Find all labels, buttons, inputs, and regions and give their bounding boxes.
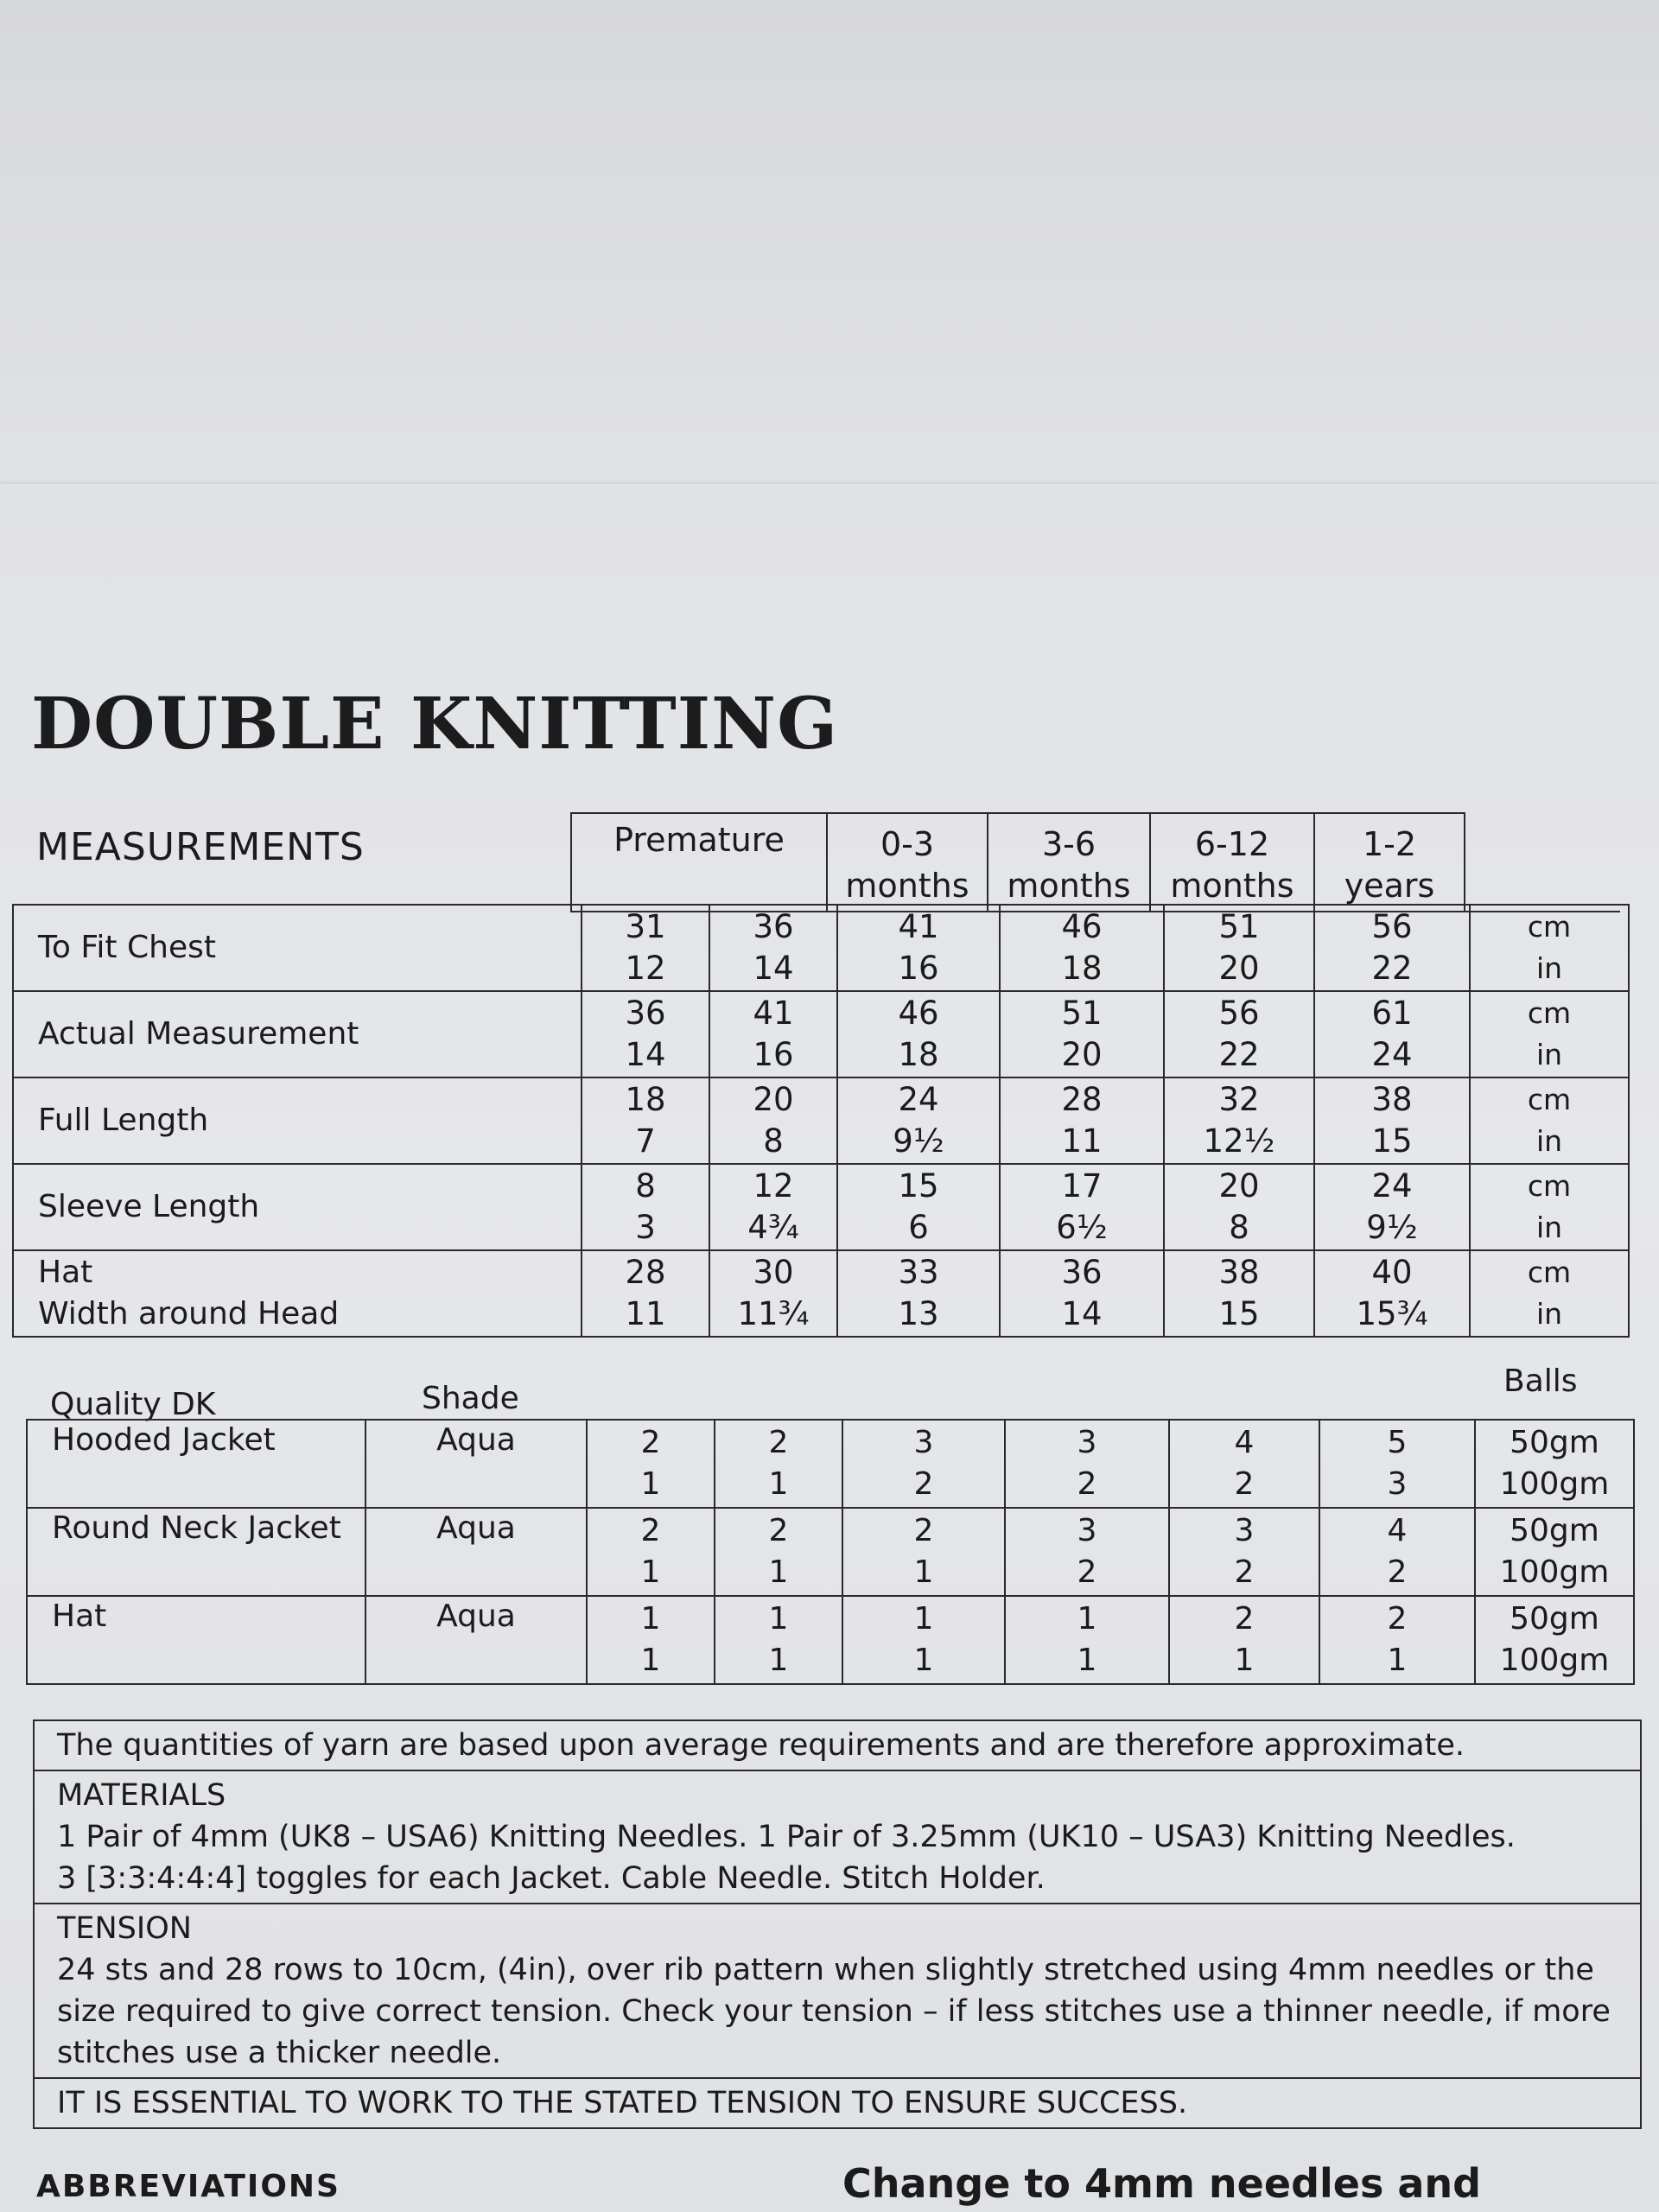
yarn-quality-label: Quality DK: [50, 1387, 216, 1422]
tension-section: [34, 1904, 1641, 2078]
measurement-value: 20 8: [1164, 1164, 1314, 1250]
measurement-value: 41 16: [837, 905, 1000, 991]
size-header-blank: [1465, 813, 1620, 912]
ball-count: 1 1: [1005, 1596, 1169, 1684]
tension-text-3: stitches use a thicker needle.: [57, 2036, 502, 2070]
yarn-table: [26, 1419, 1635, 1685]
garment-name: Hooded Jacket: [27, 1420, 365, 1508]
measurements-heading: MEASUREMENTS: [36, 825, 365, 869]
ball-count: 2 1: [842, 1508, 1005, 1596]
ball-count: 2 1: [587, 1508, 715, 1596]
garment-name: Round Neck Jacket: [27, 1508, 365, 1596]
quantities-note: The quantities of yarn are based upon average requirements and are therefore approximate.: [34, 1720, 1641, 1770]
measurement-value: 51 20: [1000, 991, 1164, 1077]
measurement-label: To Fit Chest: [13, 905, 582, 991]
measurement-row: [13, 1077, 1629, 1164]
ball-count: 1 1: [715, 1596, 842, 1684]
measurement-units: cm in: [1470, 1164, 1629, 1250]
size-premature: Premature: [571, 813, 827, 912]
ball-count: 1 1: [587, 1596, 715, 1684]
garment-shade: Aqua: [365, 1508, 587, 1596]
abbreviations-heading: ABBREVIATIONS: [36, 2169, 340, 2204]
measurement-value: 40 15¾: [1314, 1250, 1470, 1337]
measurement-row: [13, 1250, 1629, 1337]
yarn-balls-label: Balls: [1503, 1363, 1578, 1399]
ball-count: 3 2: [1005, 1508, 1169, 1596]
tension-heading: TENSION: [57, 1911, 192, 1946]
ball-count: 4 2: [1319, 1508, 1475, 1596]
garment-shade: Aqua: [365, 1420, 587, 1508]
measurement-units: cm in: [1470, 991, 1629, 1077]
materials-section: [34, 1770, 1641, 1904]
ball-count: 2 1: [1319, 1596, 1475, 1684]
ball-count: 3 2: [1005, 1420, 1169, 1508]
measurement-value: 32 12½: [1164, 1077, 1314, 1164]
materials-heading: MATERIALS: [57, 1778, 226, 1813]
measurement-value: 46 18: [1000, 905, 1164, 991]
measurement-value: 46 18: [837, 991, 1000, 1077]
measurement-label: Actual Measurement: [13, 991, 582, 1077]
background-surface: [0, 0, 1659, 518]
measurement-value: 41 16: [709, 991, 837, 1077]
measurement-label: Sleeve Length: [13, 1164, 582, 1250]
garment-name: Hat: [27, 1596, 365, 1684]
measurement-units: cm in: [1470, 905, 1629, 991]
measurement-value: 61 24: [1314, 991, 1470, 1077]
measurement-value: 28 11: [1000, 1077, 1164, 1164]
measurement-value: 18 7: [582, 1077, 709, 1164]
size-header-table: [570, 812, 1620, 912]
measurement-row: [13, 991, 1629, 1077]
ball-count: 5 3: [1319, 1420, 1475, 1508]
next-instruction-text: Change to 4mm needles and: [842, 2160, 1482, 2207]
measurement-value: 28 11: [582, 1250, 709, 1337]
size-1-2-years: 1-2 years: [1314, 813, 1465, 912]
measurement-units: cm in: [1470, 1250, 1629, 1337]
measurement-value: 20 8: [709, 1077, 837, 1164]
page-title: DOUBLE KNITTING: [31, 683, 839, 766]
measurement-value: 56 22: [1314, 905, 1470, 991]
measurement-value: 30 11¾: [709, 1250, 837, 1337]
essential-tension-note: IT IS ESSENTIAL TO WORK TO THE STATED TENSION TO ENSURE SUCCESS.: [34, 2078, 1641, 2128]
measurement-value: 56 22: [1164, 991, 1314, 1077]
ball-weight-units: 50gm 100gm: [1475, 1508, 1634, 1596]
measurement-value: 36 14: [1000, 1250, 1164, 1337]
ball-count: 4 2: [1169, 1420, 1319, 1508]
ball-count: 2 1: [1169, 1596, 1319, 1684]
measurements-table: [12, 904, 1630, 1338]
size-3-6-months: 3-6 months: [988, 813, 1150, 912]
measurement-value: 8 3: [582, 1164, 709, 1250]
ball-count: 3 2: [842, 1420, 1005, 1508]
yarn-shade-label: Shade: [422, 1381, 519, 1416]
notes-table: [33, 1719, 1642, 2129]
ball-count: 2 1: [587, 1420, 715, 1508]
measurement-value: 15 6: [837, 1164, 1000, 1250]
measurement-row: [13, 1164, 1629, 1250]
measurement-value: 12 4¾: [709, 1164, 837, 1250]
garment-shade: Aqua: [365, 1596, 587, 1684]
measurement-value: 33 13: [837, 1250, 1000, 1337]
yarn-row: [27, 1596, 1634, 1684]
measurement-value: 51 20: [1164, 905, 1314, 991]
yarn-row: [27, 1420, 1634, 1508]
size-6-12-months: 6-12 months: [1150, 813, 1314, 912]
measurement-value: 38 15: [1164, 1250, 1314, 1337]
measurement-value: 36 14: [709, 905, 837, 991]
measurement-value: 24 9½: [837, 1077, 1000, 1164]
measurement-value: 36 14: [582, 991, 709, 1077]
size-0-3-months: 0-3 months: [827, 813, 988, 912]
measurement-row: [13, 905, 1629, 991]
measurement-label: Hat Width around Head: [13, 1250, 582, 1337]
ball-count: 3 2: [1169, 1508, 1319, 1596]
tension-text-1: 24 sts and 28 rows to 10cm, (4in), over rib pattern when slightly stretched using 4mm needles or the: [57, 1953, 1594, 1987]
ball-weight-units: 50gm 100gm: [1475, 1420, 1634, 1508]
tension-text-2: size required to give correct tension. Check your tension – if less stitches use a thinner needle, if more: [57, 1994, 1611, 2029]
measurement-value: 31 12: [582, 905, 709, 991]
measurement-value: 38 15: [1314, 1077, 1470, 1164]
yarn-row: [27, 1508, 1634, 1596]
measurement-units: cm in: [1470, 1077, 1629, 1164]
materials-toggles: 3 [3:3:4:4:4] toggles for each Jacket. Cable Needle. Stitch Holder.: [57, 1861, 1046, 1896]
ball-count: 2 1: [715, 1420, 842, 1508]
ball-weight-units: 50gm 100gm: [1475, 1596, 1634, 1684]
materials-needles: 1 Pair of 4mm (UK8 – USA6) Knitting Needles. 1 Pair of 3.25mm (UK10 – USA3) Knitting Needles.: [57, 1820, 1516, 1854]
measurement-value: 24 9½: [1314, 1164, 1470, 1250]
measurement-label: Full Length: [13, 1077, 582, 1164]
ball-count: 1 1: [842, 1596, 1005, 1684]
ball-count: 2 1: [715, 1508, 842, 1596]
measurement-value: 17 6½: [1000, 1164, 1164, 1250]
